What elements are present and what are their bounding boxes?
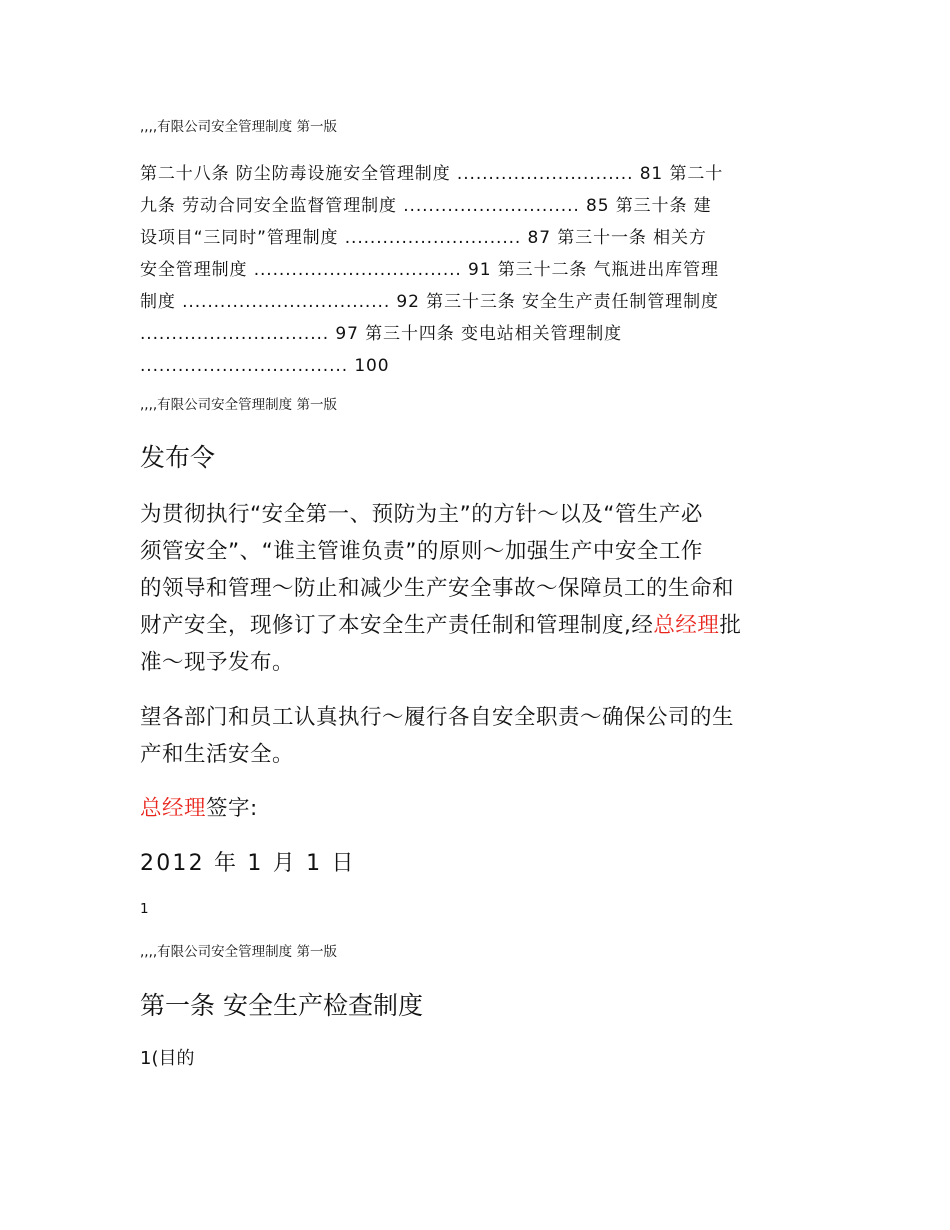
announcement-paragraph [140, 496, 815, 681]
table-of-contents [140, 158, 810, 382]
article-title: 第一条 安全生产检查制度 [140, 991, 423, 1020]
paragraph-line: 的领导和管理～防止和减少生产安全事故～保障员工的生命和 [140, 576, 735, 601]
announcement-paragraph [140, 699, 815, 773]
paragraph-line: 为贯彻执行“安全第一、预防为主”的方针～以及“管生产必 [140, 502, 703, 527]
toc-line: 制度 ................................. 92 第三十三条 安全生产责任制管理制度 [140, 292, 719, 312]
toc-line: 九条 劳动合同安全监督管理制度 ............................ 85 第三十条 建 [140, 196, 712, 216]
signature-label: 签字: [206, 796, 258, 821]
toc-line: 第二十八条 防尘防毒设施安全管理制度 ............................ 81 第二十 [140, 164, 724, 184]
signature-line [140, 790, 815, 827]
document-header: ,,,,有限公司安全管理制度 第一版 [140, 119, 337, 135]
issue-date: 2012 年 1 月 1 日 [140, 851, 356, 876]
toc-line: .............................. 97 第三十四条 变电站相关管理制度 [140, 324, 623, 344]
paragraph-line: 须管安全”、“谁主管谁负责”的原则～加强生产中安全工作 [140, 539, 703, 564]
general-manager-highlight: 总经理 [653, 613, 720, 638]
line-text: 财产安全，现修订了本安全生产责任制和管理制度,经 [140, 613, 654, 638]
document-header: ,,,,有限公司安全管理制度 第一版 [140, 397, 337, 413]
general-manager-highlight: 总经理 [140, 796, 207, 821]
article-item: 1(目的 [140, 1048, 195, 1069]
paragraph-line [140, 607, 815, 644]
paragraph-line: 产和生活安全。 [140, 742, 295, 767]
announcement-title: 发布令 [140, 443, 216, 472]
toc-line: 安全管理制度 ................................. 91 第三十二条 气瓶进出库管理 [140, 260, 719, 280]
page-number: 1 [140, 901, 149, 917]
toc-line: 设项目“三同时”管理制度 ............................ 87 第三十一条 相关方 [140, 228, 707, 248]
paragraph-line: 准～现予发布。 [140, 650, 295, 675]
paragraph-line: 望各部门和员工认真执行～履行各自安全职责～确保公司的生 [140, 705, 735, 730]
document-header: ,,,,有限公司安全管理制度 第一版 [140, 944, 337, 960]
toc-line: ................................. 100 [140, 356, 390, 376]
line-text: 批 [719, 613, 742, 638]
